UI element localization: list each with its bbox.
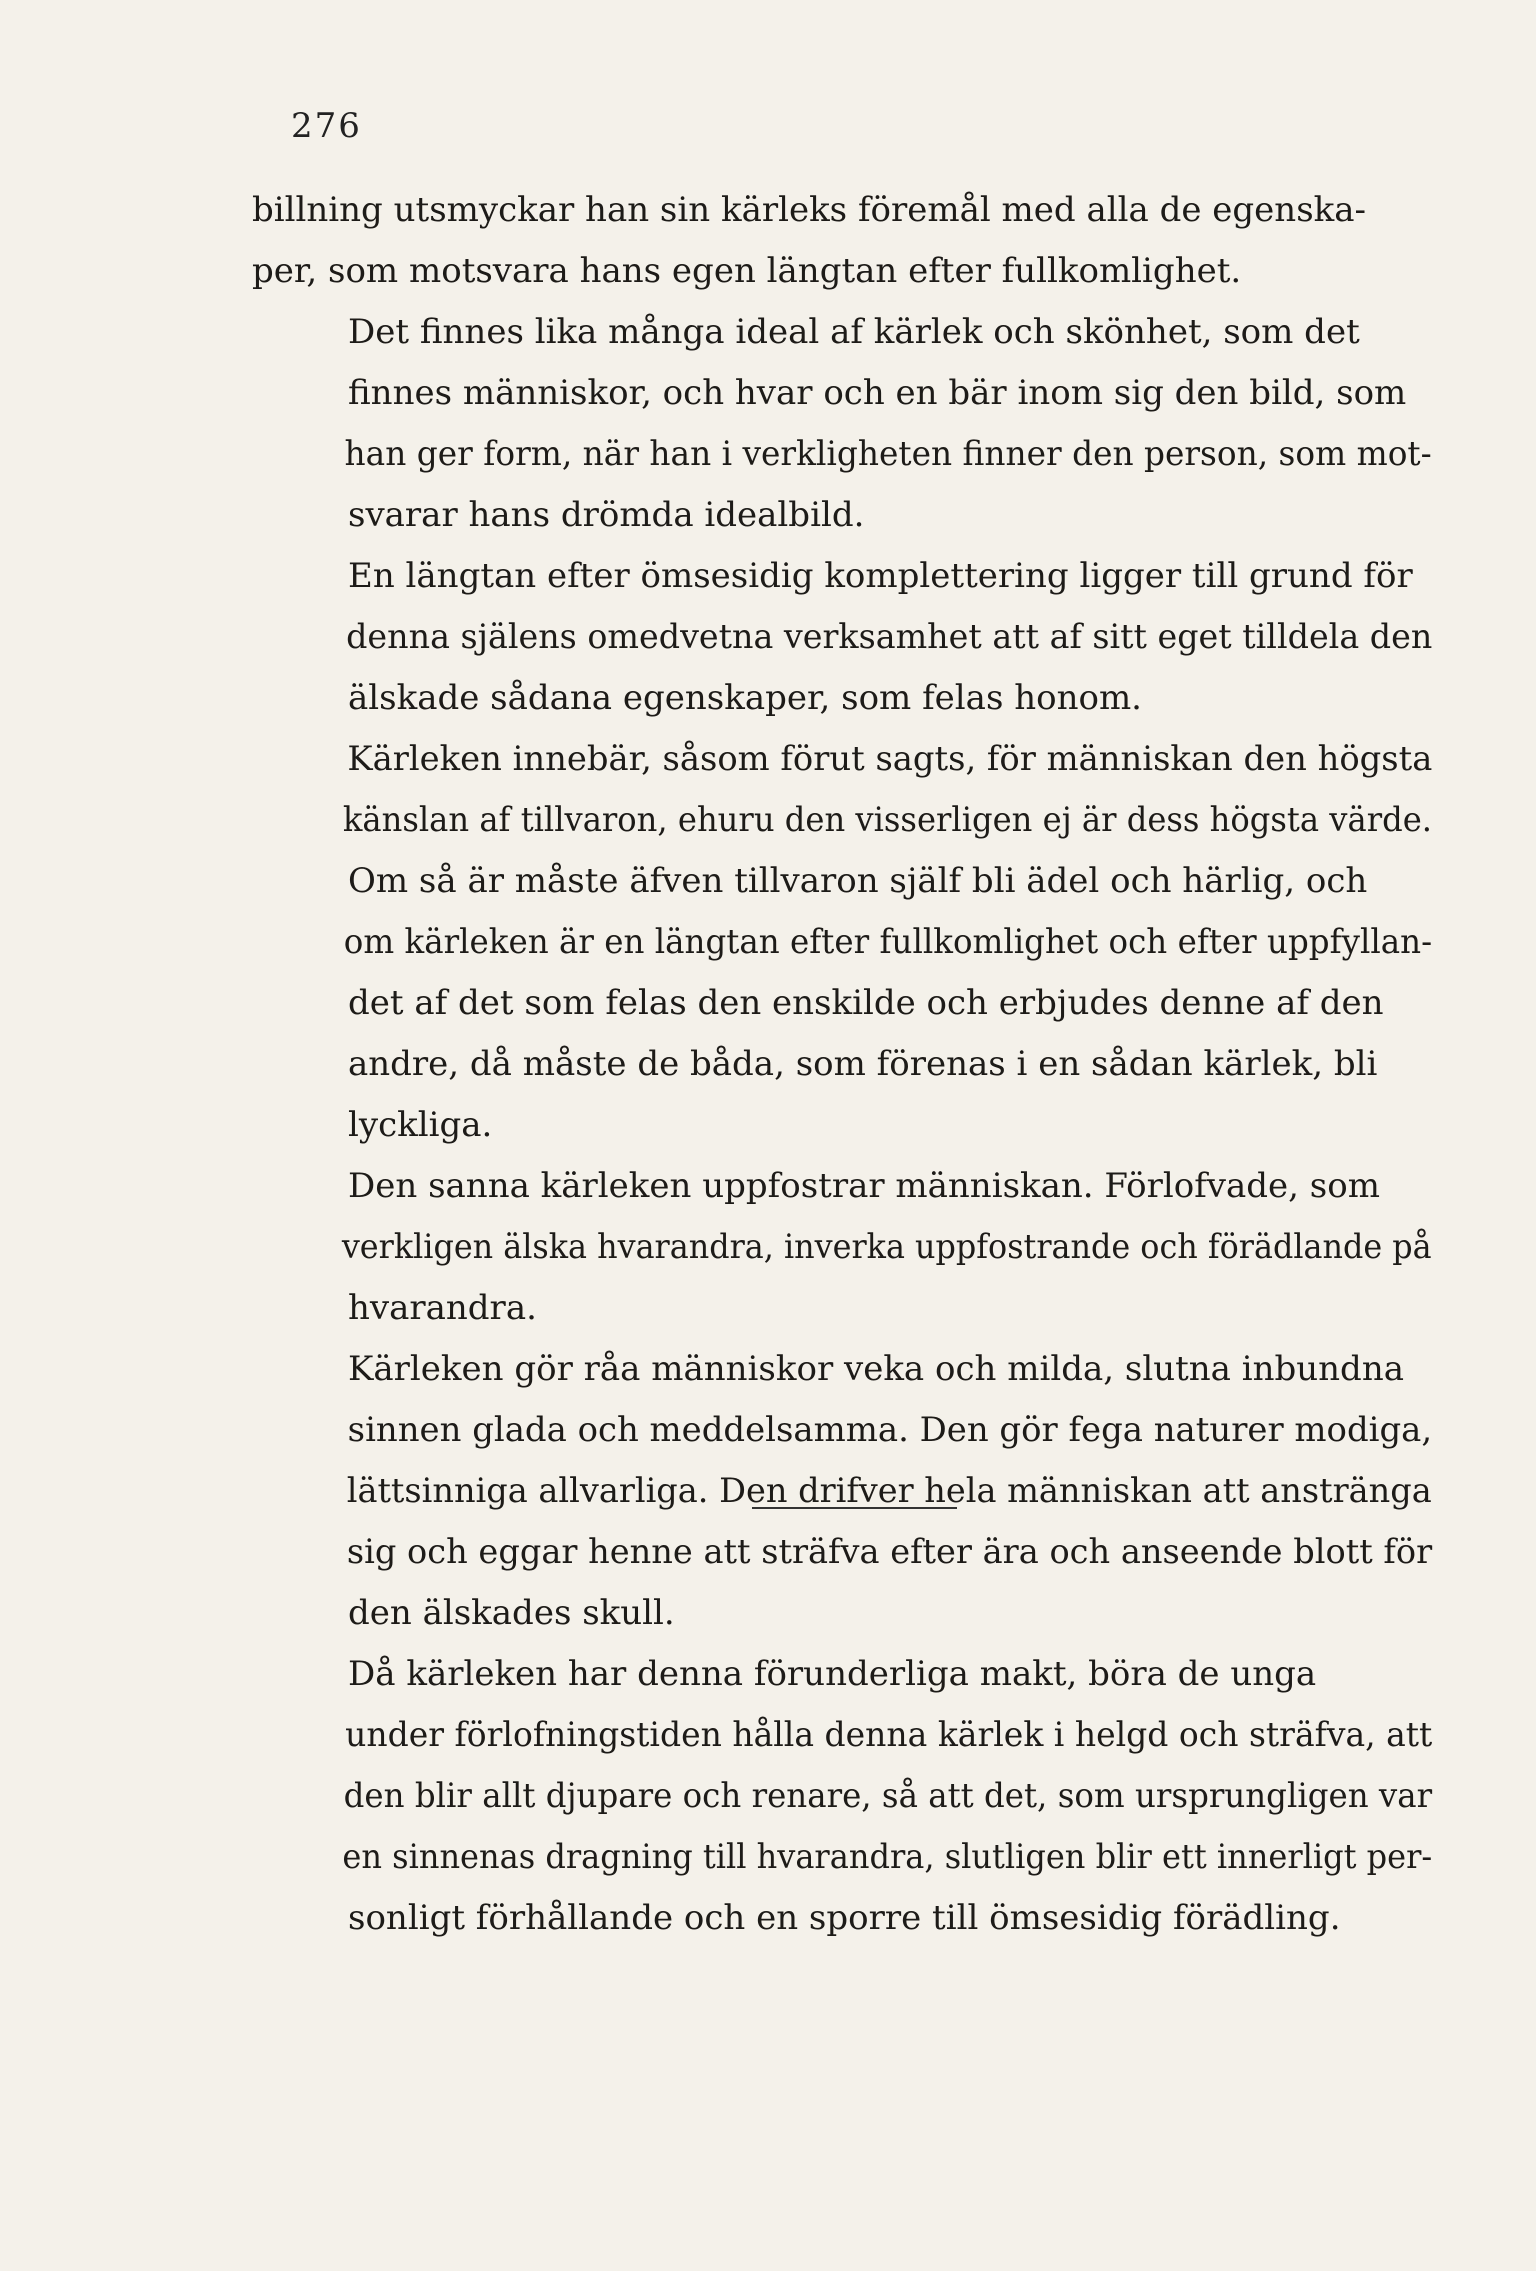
text-line: Kärleken gör råa människor veka och milda, slutna inbundna — [348, 1349, 1404, 1389]
text-line: den blir allt djupare och renare, så att det, som ursprungligen var — [343, 1776, 1433, 1816]
text-line: sig och eggar henne att sträfva efter ära och anseende blott för — [346, 1532, 1433, 1572]
text-line: Det finnes lika många ideal af kärlek och skönhet, som det — [348, 312, 1360, 352]
text-line: svarar hans drömda idealbild. — [348, 495, 865, 535]
text-line: Om så är måste äfven tillvaron själf bli ädel och härlig, och — [348, 861, 1368, 901]
text-line: sinnen glada och meddelsamma. Den gör fega naturer modiga, — [347, 1410, 1433, 1450]
text-line: En längtan efter ömsesidig komplettering ligger till grund för — [348, 556, 1413, 596]
text-line: verkligen älska hvarandra, inverka uppfostrande och förädlande på — [341, 1227, 1432, 1267]
text-line: den älskades skull. — [348, 1593, 675, 1633]
body-text — [252, 180, 1432, 1949]
paragraph — [252, 1156, 1432, 1339]
text-line: älskade sådana egenskaper, som felas honom. — [348, 678, 1142, 718]
text-line: lättsinniga allvarliga. Den drifver hela människan att anstränga — [346, 1471, 1432, 1511]
text-line: andre, då måste de båda, som förenas i en sådan kärlek, bli — [348, 1044, 1378, 1084]
text-line: Kärleken innebär, såsom förut sagts, för människan den högsta — [347, 739, 1433, 779]
text-line: Den sanna kärleken uppfostrar människan. Förlofvade, som — [348, 1166, 1380, 1206]
text-line: under förlofningstiden hålla denna kärlek i helgd och sträfva, att — [345, 1715, 1433, 1755]
text-line: billning utsmyckar han sin kärleks föremål med alla de egenska- — [252, 190, 1366, 230]
paragraph — [252, 180, 1432, 302]
paragraph — [252, 851, 1432, 1156]
text-line: om kärleken är en längtan efter fullkomlighet och efter uppfyllan- — [343, 922, 1433, 962]
text-line: hvarandra. — [348, 1288, 537, 1328]
text-line: per, som motsvara hans egen längtan efter fullkomlighet. — [252, 251, 1242, 291]
text-line: finnes människor, och hvar och en bär inom sig den bild, som — [348, 373, 1407, 413]
paragraph — [252, 1339, 1432, 1644]
section-divider — [752, 1507, 957, 1509]
text-line: lyckliga. — [348, 1105, 493, 1145]
paragraph — [252, 546, 1432, 729]
text-line: Då kärleken har denna förunderliga makt, böra de unga — [348, 1654, 1317, 1694]
page-number: 276 — [291, 106, 362, 146]
text-line: han ger form, när han i verkligheten finner den person, som mot- — [344, 434, 1432, 474]
paragraph — [252, 729, 1432, 851]
paragraph — [252, 302, 1432, 546]
text-line: det af det som felas den enskilde och erbjudes denne af den — [348, 983, 1384, 1023]
text-line: sonligt förhållande och en sporre till ömsesidig förädling. — [348, 1898, 1341, 1938]
text-line: denna själens omedvetna verksamhet att af sitt eget tilldela den — [346, 617, 1433, 657]
paragraph — [252, 1644, 1432, 1949]
text-line: en sinnenas dragning till hvarandra, slutligen blir ett innerligt per- — [342, 1837, 1433, 1877]
text-line: känslan af tillvaron, ehuru den visserligen ej är dess högsta värde. — [342, 800, 1432, 840]
